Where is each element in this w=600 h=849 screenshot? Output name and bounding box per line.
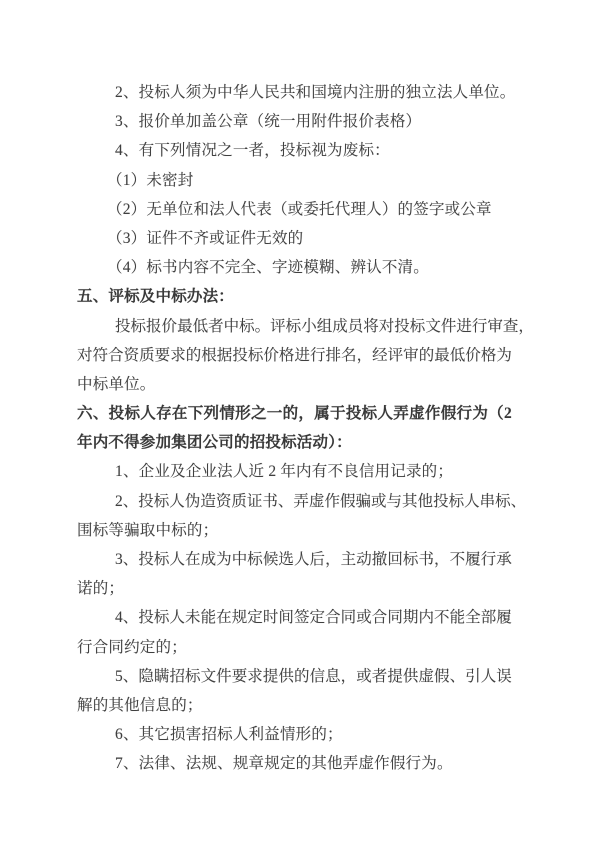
text-line: 6、其它损害招标人利益情形的； <box>115 726 343 744</box>
text-line: 投 标 报 价 最 低 者 中 标 。 评 标 小 组 成 员 将 对 投 标 文 件 进 行 审 查 ， <box>115 317 534 335</box>
text-line: （3）证件不齐或证件无效的 <box>107 229 304 247</box>
text-line: 5 、 隐 瞒 招 标 文 件 要 求 提 供 的 信 息 ， 或 者 提 供 虚 假 、 引 人 误 <box>115 667 512 685</box>
text-line: 3 、 投 标 人 在 成 为 中 标 候 选 人 后 ， 主 动 撤 回 标 书 ， 不 履 行 承 <box>115 551 512 568</box>
text-line: （4）标书内容不完全、字迹模糊、辨认不清。 <box>107 259 429 277</box>
text-line: 行合同约定的； <box>77 638 187 656</box>
text-line: 4、有下列情况之一者，投标视为废标： <box>115 142 390 160</box>
section-heading: 五、评标及中标办法： <box>77 288 235 306</box>
text-line: 围标等骗取中标的； <box>77 521 219 539</box>
text-line: 1、企业及企业法人近 2 年内有不良信用记录的； <box>115 463 454 481</box>
text-line: 解的其他信息的； <box>77 696 203 714</box>
section-heading: 六 、 投 标 人 存 在 下 列 情 形 之 一 的 ， 属 于 投 标 人 弄 虚 作 假 行 为 （ 2 <box>77 405 512 423</box>
text-line: 4 、 投 标 人 未 能 在 规 定 时 间 签 定 合 同 或 合 同 期 内 不 能 全 部 履 <box>115 609 512 627</box>
text-line: 7、法律、法规、规章规定的其他弄虚作假行为。 <box>115 755 453 773</box>
text-line: 诺的； <box>77 580 125 598</box>
text-line: 2、投标人须为中华人民共和国境内注册的独立法人单位。 <box>115 84 516 101</box>
text-line: 2 、 投 标 人 伪 造 资 质 证 书 、 弄 虚 作 假 骗 或 与 其 他 投 标 人 串 标 、 <box>115 492 527 510</box>
text-line: 3、报价单加盖公章（统一用附件报价表格） <box>115 113 422 131</box>
text-line: （1）未密封 <box>107 171 194 189</box>
text-line: （2）无单位和法人代表（或委托代理人）的签字或公章 <box>107 200 492 218</box>
text-line: 对 符 合 资 质 要 求 的 根 据 投 标 价 格 进 行 排 名 ， 经 评 审 的 最 低 价 格 为 <box>77 346 512 364</box>
text-line: 中标单位。 <box>77 375 156 393</box>
section-heading: 年内不得参加集团公司的招投标活动）： <box>77 434 352 452</box>
document-text-block <box>77 78 534 779</box>
